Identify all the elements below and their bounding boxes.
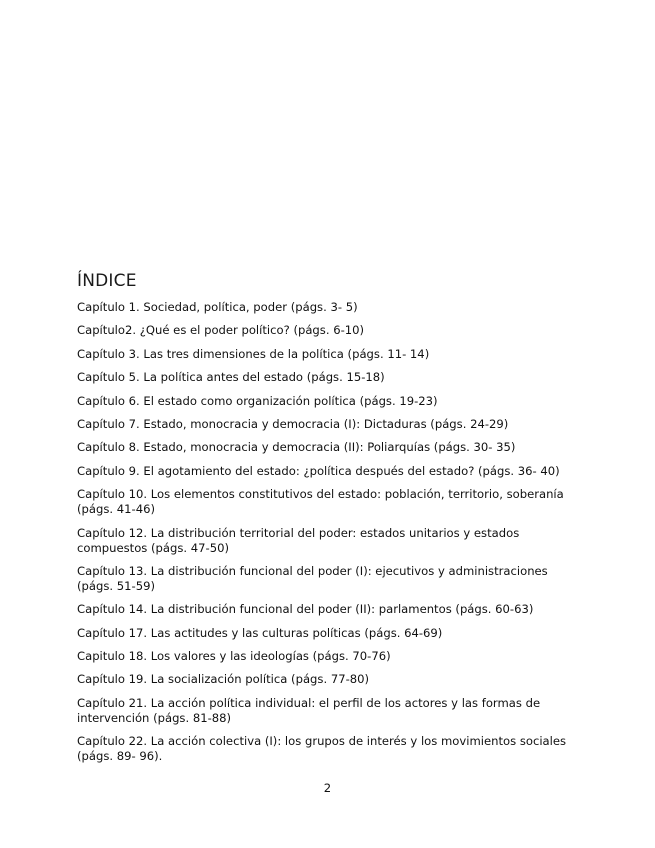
toc-entry-chapter-18: Capitulo 18. Los valores y las ideologías (págs. 70-76) (77, 649, 391, 664)
toc-entry-chapter-2: Capítulo2. ¿Qué es el poder político? (págs. 6-10) (77, 323, 365, 338)
toc-entry-chapter-13: Capítulo 13. La distribución funcional del poder (I): ejecutivos y administraciones (págs. 51-59) (77, 563, 548, 593)
toc-entry-chapter-3: Capítulo 3. Las tres dimensiones de la política (págs. 11- 14) (77, 346, 430, 361)
toc-entry-chapter-22: Capítulo 22. La acción colectiva (I): los grupos de interés y los movimientos sociales (págs. 89- 96). (77, 734, 567, 764)
page-number: 2 (323, 781, 332, 795)
toc-entry-chapter-8: Capítulo 8. Estado, monocracia y democracia (II): Poliarquías (págs. 30- 35) (77, 440, 516, 455)
toc-entry-chapter-7: Capítulo 7. Estado, monocracia y democracia (I): Dictaduras (págs. 24-29) (77, 416, 509, 431)
toc-entry-chapter-6: Capítulo 6. El estado como organización política (págs. 19-23) (77, 393, 438, 408)
toc-entry-chapter-19: Capítulo 19. La socialización política (págs. 77-80) (77, 672, 370, 687)
table-of-contents (77, 300, 582, 773)
toc-entry-chapter-14: Capítulo 14. La distribución funcional del poder (II): parlamentos (págs. 60-63) (77, 602, 534, 617)
toc-entry-chapter-1: Capítulo 1. Sociedad, política, poder (págs. 3- 5) (77, 300, 358, 314)
index-heading: ÍNDICE (77, 271, 137, 291)
toc-entry-chapter-21: Capítulo 21. La acción política individual: el perfil de los actores y las formas de intervención (págs. 81-88) (77, 695, 541, 725)
toc-entry-chapter-5: Capítulo 5. La política antes del estado (págs. 15-18) (77, 370, 385, 385)
toc-entry-chapter-17: Capítulo 17. Las actitudes y las culturas políticas (págs. 64-69) (77, 625, 443, 640)
toc-entry-chapter-9: Capítulo 9. El agotamiento del estado: ¿política después del estado? (págs. 36- 40) (77, 463, 560, 478)
toc-entry-chapter-12: Capítulo 12. La distribución territorial del poder: estados unitarios y estados compuestos (págs. 47-50) (77, 525, 520, 555)
toc-entry-chapter-10: Capítulo 10. Los elementos constitutivos del estado: población, territorio, soberanía (págs. 41-46) (77, 487, 564, 517)
